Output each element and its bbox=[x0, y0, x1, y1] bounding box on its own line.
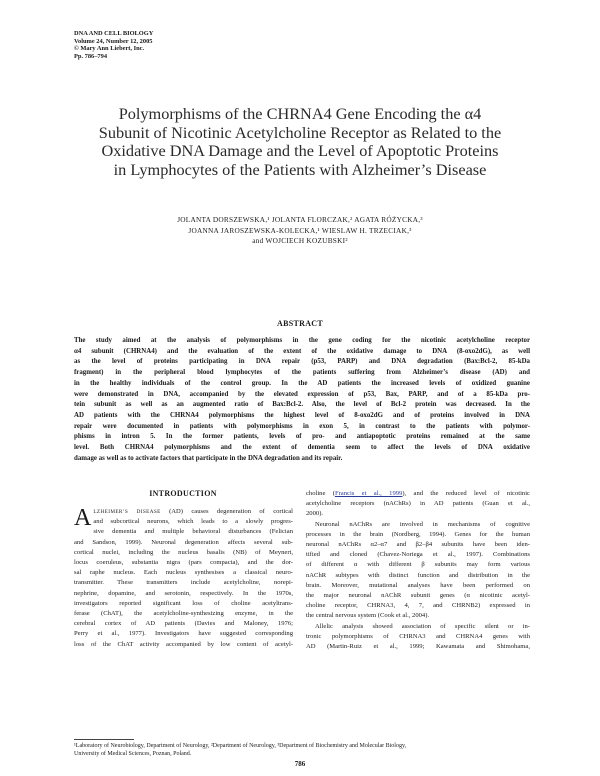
body-line: nephrine, dopamine, and serotonin, respectively. In the 1970s, bbox=[74, 589, 293, 597]
title-line: in Lymphocytes of the Patients with Alzheimer’s Disease bbox=[113, 159, 487, 179]
intro-right-column bbox=[306, 489, 530, 652]
body-line: ferase (ChAT), the acetylcholine-synthesizing enzyme, in the bbox=[74, 610, 293, 618]
journal-pages: Pp. 786–794 bbox=[74, 52, 108, 60]
abstract-line: in the healthy individuals of the control group. In the AD patients the increased levels of oxidized guanine bbox=[74, 379, 530, 387]
journal-copyright: © Mary Ann Liebert, Inc. bbox=[74, 45, 145, 53]
body-line: sive dementia and multiple behavioral disturbances (Felician bbox=[93, 528, 293, 536]
body-line: of different α with different β subunits may form various bbox=[306, 561, 530, 569]
abstract-line: phisms in intron 5. In the former patients, levels of pro- and antiapoptotic proteins remained at the same bbox=[74, 433, 530, 441]
article-title bbox=[60, 105, 540, 179]
body-line: acetylcholine receptors (nAChRs) in AD patients (Guan et al., bbox=[306, 500, 530, 508]
abstract-line: repair were documented in patients with polymorphisms in exon 5, in contrast to the patients with polymor- bbox=[74, 422, 530, 430]
author-list bbox=[60, 215, 540, 247]
body-line: tronic polymorphisms of CHRNA3 and CHRNA4 genes with bbox=[306, 632, 530, 640]
abstract-line: as the level of proteins participating in DNA repair (p53, PARP) and DNA degradation (Bax:Bcl-2, 85-kDa bbox=[74, 358, 530, 366]
author-line: and WOJCIECH KOZUBSKI² bbox=[252, 236, 348, 245]
body-line: investigators reported significant loss of choline acetyltrans- bbox=[74, 599, 293, 607]
journal-name: DNA AND CELL BIOLOGY bbox=[74, 30, 154, 37]
body-line: 2000). bbox=[306, 510, 324, 518]
body-text: ), and the reduced level of nicotinic bbox=[402, 490, 530, 497]
body-line: choline receptor, CHRNA3, 4, 7, and CHRNB2) expressed in bbox=[306, 602, 530, 610]
smallcaps-term: LZHEIMER’S DISEASE bbox=[93, 509, 161, 515]
drop-cap: A bbox=[74, 505, 92, 531]
body-line: tified and cloned (Chavez-Noriega et al., 1997). Combinations bbox=[306, 551, 530, 559]
footnote-divider bbox=[74, 739, 134, 740]
body-text: choline ( bbox=[306, 490, 335, 497]
abstract-line: AD patients with the CHRNA4 polymorphisms the highest level of 8-oxo2dG and of proteins involved in DNA bbox=[74, 411, 530, 419]
journal-volume: Volume 24, Number 12, 2005 bbox=[74, 37, 153, 45]
abstract-line: α4 subunit (CHRNA4) and the evaluation of the extent of the oxidative damage to DNA (8-oxo2dG), as well bbox=[74, 347, 530, 355]
body-line: the major neuronal nAChR subunit genes (α nicotinic acetyl- bbox=[306, 592, 530, 600]
body-line: nAChR subtypes with distinct function and distribution in the bbox=[306, 571, 530, 579]
body-line bbox=[306, 489, 530, 499]
body-line: processes in the brain (Nordberg, 1994). Genes for the human bbox=[306, 530, 530, 538]
affiliation-footnote bbox=[74, 742, 530, 758]
page-number: 786 bbox=[294, 760, 306, 768]
author-line: JOLANTA DORSZEWSKA,¹ JOLANTA FLORCZAK,² AGATA RÓŻYCKA,³ bbox=[177, 215, 423, 224]
abstract-line: were demonstrated in DNA, accompanied by the elevated expression of p53, Bax, PARP, and of a 85-kDa pro- bbox=[74, 390, 530, 398]
body-line: brain. Moreover, mutational analyses have been performed on bbox=[306, 581, 530, 589]
title-line: Polymorphisms of the CHRNA4 Gene Encoding the α4 bbox=[118, 104, 482, 123]
body-line: Allelic analysis showed association of specific silent or in- bbox=[315, 622, 530, 630]
footnote-line: ¹Laboratory of Neurobiology, Department of Neurology, ²Department of Neurology, ³Department of Biochemistry and Molecular Biology, bbox=[74, 743, 407, 749]
citation-link[interactable]: Francis et al., 1999 bbox=[334, 490, 403, 497]
body-line: Perry et al., 1977). Investigators have suggested corresponding bbox=[74, 630, 293, 638]
abstract-line: The study aimed at the analysis of polymorphisms in the gene coding for the nicotinic acetylcholine receptor bbox=[74, 337, 530, 344]
body-line: and Sandson, 1999). Neuronal degeneration affects several sub- bbox=[74, 538, 293, 546]
body-line: and subcortical neurons, which leads to a slowly progres- bbox=[93, 518, 293, 526]
body-line: cerebral cortex of AD patients (Davies and Maloney, 1976; bbox=[74, 620, 293, 628]
body-line: sal raphe nucleus. Each nucleus synthesises a classical neuro- bbox=[74, 569, 293, 577]
abstract-line: damage as well as to activate factors that participate in the DNA degradation and its repair. bbox=[74, 454, 343, 462]
body-line-rest: (AD) causes degeneration of cortical bbox=[160, 508, 293, 515]
abstract-body bbox=[74, 336, 530, 464]
body-line: AD (Martin-Ruiz et al., 1999; Kawamata and Shimohama, bbox=[306, 643, 530, 651]
body-line: cortical nuclei, including the nucleus basalis (NB) of Meynert, bbox=[74, 548, 293, 556]
title-line: Subunit of Nicotinic Acetylcholine Receptor as Related to the bbox=[98, 122, 502, 142]
body-line: transmitter. These transmitters include acetylcholine, norepi- bbox=[74, 579, 293, 587]
intro-left-column bbox=[74, 507, 293, 650]
title-line: Oxidative DNA Damage and the Level of Apoptotic Proteins bbox=[101, 141, 499, 161]
footnote-line: University of Medical Sciences, Poznan, Poland. bbox=[74, 751, 192, 757]
author-line: JOANNA JAROSZEWSKA-KOLECKA,¹ WIESLAW H. TRZECIAK,³ bbox=[188, 225, 412, 235]
abstract-line: fragment) in the peripheral blood lymphocytes of the patients suffering from Alzheimer’s disease (AD) and bbox=[74, 369, 530, 377]
body-line: loss of the ChAT activity accompanied by low content of acetyl- bbox=[74, 640, 293, 648]
body-line: Neuronal nAChRs are involved in mechanisms of cognitive bbox=[315, 520, 530, 528]
abstract-heading: ABSTRACT bbox=[277, 319, 323, 328]
body-line: neuronal nAChRs α2–α7 and β2–β4 subunits have been iden- bbox=[306, 541, 530, 549]
body-line: locus coeruleus, substantia nigra (pars compacta), and the dor- bbox=[74, 559, 293, 567]
body-line: the central nervous system (Cook et al., 2004). bbox=[306, 612, 430, 620]
journal-info bbox=[74, 30, 153, 60]
abstract-line: level. Both CHRNA4 polymorphisms and the extent of dementia seem to affect the levels of DNA oxidative bbox=[74, 444, 530, 452]
introduction-heading: INTRODUCTION bbox=[149, 489, 217, 498]
body-line bbox=[74, 507, 293, 517]
abstract-line: tein subunit as well as an augmented ratio of Bax:Bcl-2. Also, the level of Bcl-2 protein was decreased. In the bbox=[74, 401, 530, 409]
